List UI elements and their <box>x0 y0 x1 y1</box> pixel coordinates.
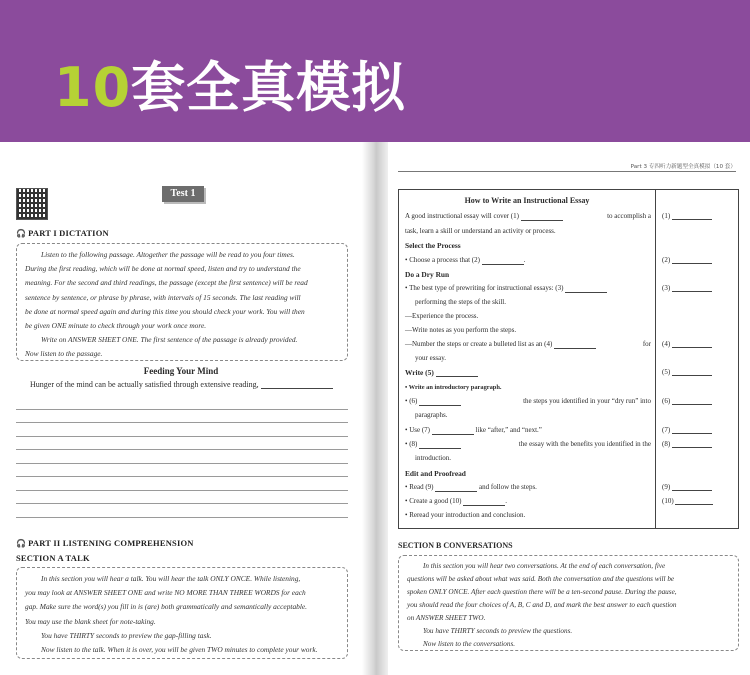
answer-blank[interactable] <box>672 263 712 264</box>
part2-heading <box>16 538 194 548</box>
answer-slot-5[interactable] <box>662 368 712 376</box>
answer-label: (5) <box>662 368 671 376</box>
best-line-cont: performing the steps of the skill. <box>415 298 506 306</box>
talk-line: You have THIRTY seconds to preview the gap-filling task. <box>41 630 212 640</box>
banner-chinese-title: 套全真模拟 <box>131 56 407 119</box>
use-line <box>405 426 651 435</box>
dictation-line: be done at normal speed again and during this time you should check your work. You will then <box>25 306 305 316</box>
text: like “after,” and “next.” <box>473 426 542 434</box>
answer-label: (2) <box>662 256 671 264</box>
text: • Use (7) <box>405 426 432 434</box>
answer-label: (1) <box>662 212 671 220</box>
dry-run-heading: Do a Dry Run <box>405 270 450 279</box>
writing-line[interactable] <box>16 437 348 451</box>
text: for <box>642 340 651 348</box>
dictation-line: Write on ANSWER SHEET ONE. The first sentence of the passage is already provided. <box>41 335 298 345</box>
writing-line[interactable] <box>16 410 348 424</box>
dictation-line: During the first reading, which will be done at normal speed, listen and try to understand the <box>25 264 301 274</box>
section-b-heading: SECTION B CONVERSATIONS <box>398 541 513 550</box>
six-line <box>405 397 651 406</box>
book-spread <box>0 142 750 675</box>
dictation-line: sentence by sentence, or phrase by phrase, with intervals of 15 seconds. The last reading will <box>25 292 301 302</box>
right-page <box>388 142 750 675</box>
text: • Create a good (10) <box>405 497 464 505</box>
answer-blank[interactable] <box>672 375 712 376</box>
section-a-heading: SECTION A TALK <box>16 553 90 563</box>
answer-slot-10[interactable] <box>662 497 713 505</box>
answer-label: (4) <box>662 340 671 348</box>
answer-slot-4[interactable] <box>662 340 712 348</box>
conv-line: Now listen to the conversations. <box>423 640 516 648</box>
answer-label: (6) <box>662 397 671 405</box>
headphones-icon: 🎧 <box>16 539 27 548</box>
conv-line: questions will be asked about what was said. Both the conversation and the questions will be <box>407 575 675 583</box>
conv-line: You have THIRTY seconds to preview the questions. <box>423 627 573 635</box>
answer-blank[interactable] <box>672 291 712 292</box>
text: A good instructional essay will cover (1) <box>405 212 521 220</box>
text: . <box>523 256 526 264</box>
first-sentence-blank[interactable] <box>261 388 333 389</box>
answer-label: (7) <box>662 426 671 434</box>
eight-line-cont: introduction. <box>415 454 451 462</box>
dictation-line: be given ONE minute to check through your work once more. <box>25 321 207 331</box>
text: • (6) <box>405 397 420 405</box>
top-banner <box>0 0 750 142</box>
answer-blank[interactable] <box>672 490 712 491</box>
text: the steps you identified in your “dry run” into <box>523 397 651 405</box>
text: the essay with the benefits you identified in the <box>518 440 651 448</box>
conv-line: spoken ONLY ONCE. After each question there will be a ten-second pause. During the pause, <box>407 588 677 596</box>
book-gutter <box>362 142 388 675</box>
writing-line[interactable] <box>16 464 348 478</box>
answer-blank[interactable] <box>672 219 712 220</box>
writing-line[interactable] <box>16 504 348 518</box>
answer-slot-6[interactable] <box>662 397 712 405</box>
talk-instructions <box>16 567 348 659</box>
gap-2[interactable] <box>482 264 524 265</box>
text: . <box>505 497 507 505</box>
dictation-line: Now listen to the passage. <box>25 349 103 359</box>
answer-blank[interactable] <box>672 404 712 405</box>
headphones-icon: 🎧 <box>16 229 27 238</box>
first-sentence-text: Hunger of the mind can be actually satisfied through extensive reading, <box>30 380 261 389</box>
text: Write (5) <box>405 368 436 377</box>
dictation-line: meaning. For the second and third readings, the passage (except the first sentence) will be read <box>25 278 308 288</box>
text: to accomplish a <box>607 212 651 220</box>
write-notes-line: —Write notes as you perform the steps. <box>405 326 517 334</box>
qr-code-icon <box>16 188 48 220</box>
answer-slot-1[interactable] <box>662 212 712 220</box>
gap-1[interactable] <box>521 220 563 221</box>
gap-7[interactable] <box>432 434 474 435</box>
banner-title <box>54 56 406 120</box>
eight-line <box>405 440 651 449</box>
passage-title: Feeding Your Mind <box>143 366 219 376</box>
table-title: How to Write an Instructional Essay <box>464 196 590 205</box>
test-badge: Test 1 <box>162 186 204 202</box>
writing-line[interactable] <box>16 477 348 491</box>
part1-label: PART I DICTATION <box>28 228 109 238</box>
left-page <box>0 142 372 675</box>
running-header: Part 3 专四听力新题型全真模拟（10 套） <box>630 164 736 170</box>
answer-slot-3[interactable] <box>662 284 712 292</box>
gap-filling-table <box>398 189 739 529</box>
choose-line <box>405 256 651 265</box>
gap-9[interactable] <box>435 491 477 492</box>
answer-slot-7[interactable] <box>662 426 712 434</box>
gap-6[interactable] <box>419 405 461 406</box>
dictation-instructions <box>16 243 348 361</box>
create-line <box>405 497 651 506</box>
answer-blank[interactable] <box>672 347 712 348</box>
gap-10[interactable] <box>463 505 505 506</box>
conv-line: on ANSWER SHEET TWO. <box>407 614 486 622</box>
write-heading <box>405 368 651 377</box>
answer-blank[interactable] <box>672 433 712 434</box>
writing-line[interactable] <box>16 450 348 464</box>
writing-lines[interactable] <box>16 396 348 518</box>
reread-line: • Reread your introduction and conclusion. <box>405 511 526 519</box>
answer-blank[interactable] <box>675 504 713 505</box>
answer-label: (3) <box>662 284 671 292</box>
number-line <box>405 340 651 349</box>
experience-line: —Experience the process. <box>405 312 479 320</box>
answer-blank[interactable] <box>672 447 712 448</box>
header-rule <box>398 171 736 172</box>
talk-line: Now listen to the talk. When it is over, you will be given TWO minutes to complete your work. <box>41 645 318 655</box>
text: • (8) <box>405 440 420 448</box>
talk-line: you may look at ANSWER SHEET ONE and write NO MORE THAN THREE WORDS for each <box>25 588 306 598</box>
text: —Number the steps or create a bulleted list as an (4) <box>405 340 555 348</box>
conv-line: In this section you will hear two conversations. At the end of each conversation, five <box>423 562 666 570</box>
writing-line[interactable] <box>16 423 348 437</box>
talk-line: You may use the blank sheet for note-taking. <box>25 616 156 626</box>
number-line-cont: your essay. <box>415 354 447 362</box>
intro-line-1 <box>405 212 651 221</box>
write-intro-line: • Write an introductory paragraph. <box>405 384 502 391</box>
answer-slot-2[interactable] <box>662 256 712 264</box>
intro-line-2: task, learn a skill or understand an activity or process. <box>405 227 556 235</box>
edit-heading: Edit and Proofread <box>405 469 466 478</box>
part2-label: PART II LISTENING COMPREHENSION <box>28 538 194 548</box>
answer-label: (10) <box>662 497 674 505</box>
conv-line: you should read the four choices of A, B, C and D, and mark the best answer to each question <box>407 601 677 609</box>
select-process-heading: Select the Process <box>405 241 461 250</box>
talk-line: gap. Make sure the word(s) you fill in is (are) both grammatically and semantically acceptable. <box>25 602 308 612</box>
part1-heading <box>16 228 109 238</box>
gap-3[interactable] <box>565 292 607 293</box>
text: • Choose a process that (2) <box>405 256 482 264</box>
read-line <box>405 483 651 492</box>
gap-4[interactable] <box>554 348 596 349</box>
text: • Read (9) <box>405 483 436 491</box>
answer-slot-9[interactable] <box>662 483 712 491</box>
talk-line: In this section you will hear a talk. You will hear the talk ONLY ONCE. While listening, <box>41 574 301 583</box>
best-line <box>405 284 651 293</box>
answer-label: (8) <box>662 440 671 448</box>
passage-first-sentence <box>30 380 333 389</box>
dictation-line: Listen to the following passage. Altogether the passage will be read to you four times. <box>41 250 295 259</box>
gap-8[interactable] <box>419 448 461 449</box>
conversation-instructions <box>398 555 739 651</box>
table-divider <box>655 190 656 528</box>
writing-line[interactable] <box>16 491 348 505</box>
text: • The best type of prewriting for instructional essays: (3) <box>405 284 566 292</box>
six-line-cont: paragraphs. <box>415 411 448 419</box>
gap-5[interactable] <box>436 376 478 377</box>
answer-slot-8[interactable] <box>662 440 712 448</box>
banner-number: 10 <box>54 56 132 119</box>
answer-label: (9) <box>662 483 671 491</box>
writing-line[interactable] <box>16 396 348 410</box>
text: and follow the steps. <box>477 483 537 491</box>
